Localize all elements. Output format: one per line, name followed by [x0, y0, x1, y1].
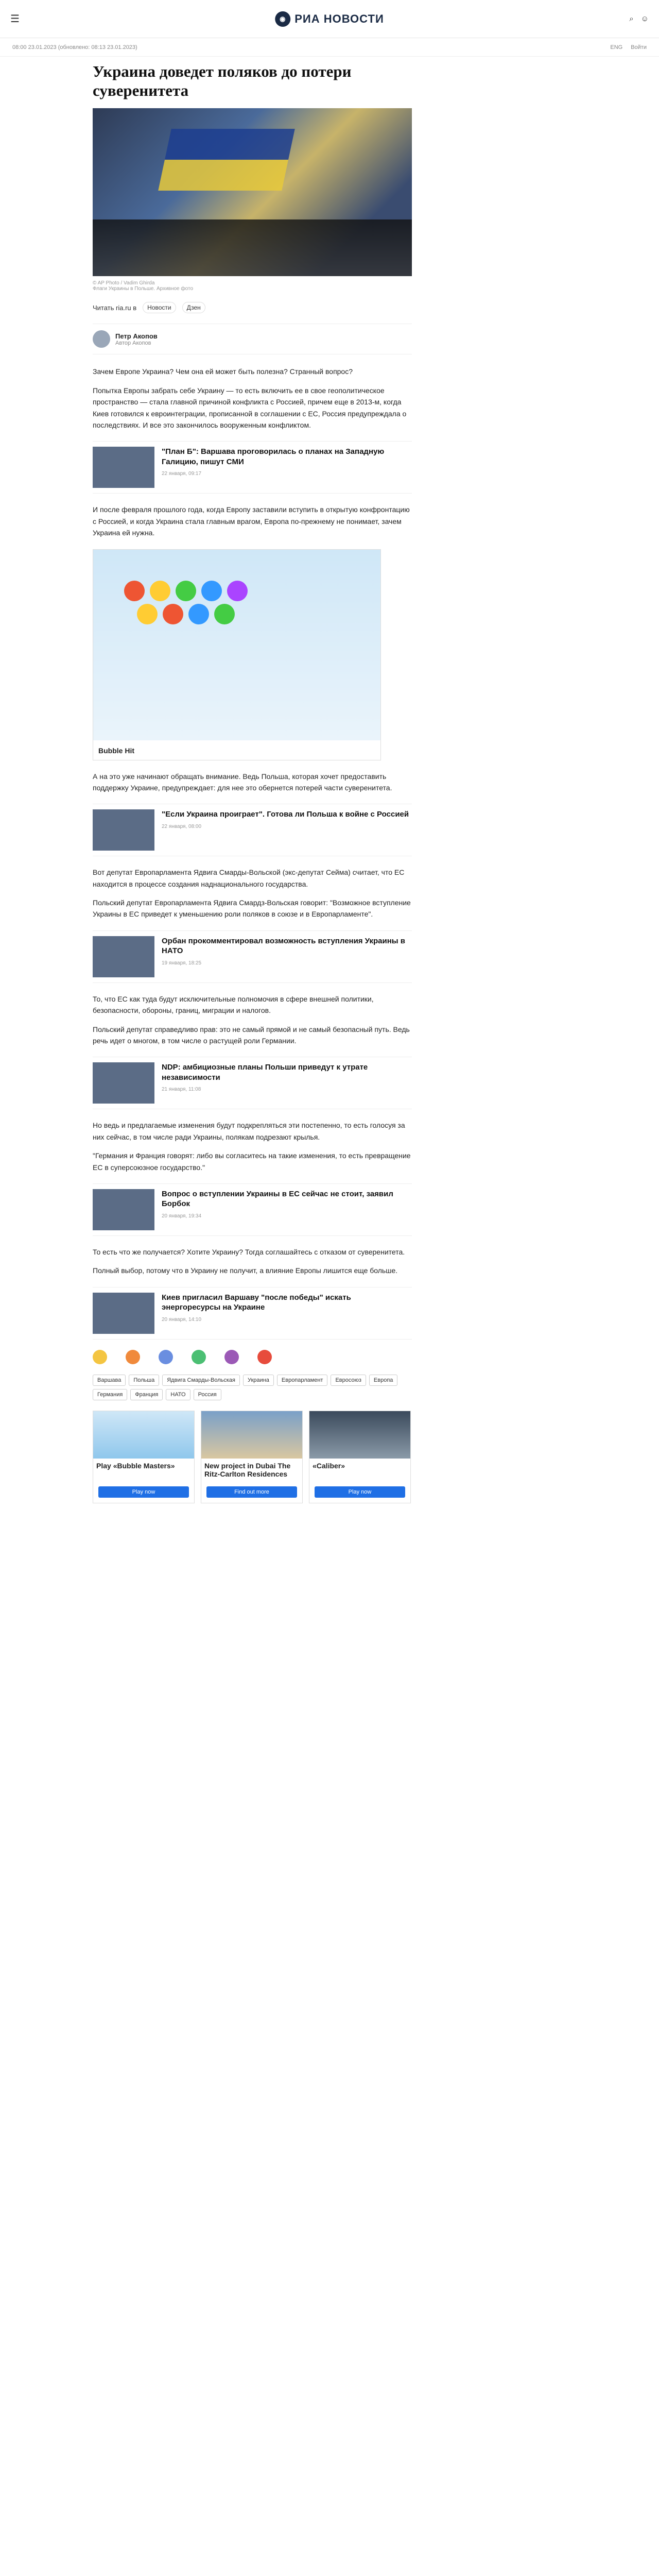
bubble-blue	[188, 604, 209, 624]
tag[interactable]: Россия	[194, 1389, 221, 1400]
ad-button[interactable]: Play now	[98, 1486, 189, 1498]
article-title: Украина доведет поляков до потери суверенитета	[93, 62, 352, 100]
related-card[interactable]	[93, 1183, 412, 1236]
related-title: "Если Украина проиграет". Готова ли Польша к войне с Россией	[162, 810, 409, 819]
author-role: Автор Акопов	[115, 340, 151, 346]
photo-caption	[93, 280, 412, 292]
tag[interactable]: Ядвига Смарды-Вольская	[162, 1375, 240, 1386]
related-title: Орбан прокомментировал возможность вступления Украины в НАТО	[162, 936, 405, 956]
tag[interactable]: Европарламент	[277, 1375, 328, 1386]
ad-row	[93, 1411, 412, 1503]
bubble-blue	[201, 581, 222, 601]
related-title: "План Б": Варшава проговорилась о планах на Западную Галицию, пишут СМИ	[162, 447, 385, 466]
tag[interactable]: Германия	[93, 1389, 127, 1400]
top-navigation	[0, 0, 659, 38]
photo-credit: © AP Photo / Vadim Ghirda	[93, 280, 155, 286]
related-title: NDP: амбициозные планы Польши приведут к утрате независимости	[162, 1063, 368, 1082]
lead-paragraph: Зачем Европе Украина? Чем она ей может быть полезна? Странный вопрос?	[93, 367, 353, 376]
related-date: 20 января, 14:10	[162, 1316, 202, 1323]
photo-note: Флаги Украины в Польше. Архивное фото	[93, 286, 193, 292]
bubble-green	[214, 604, 235, 624]
paragraph: И после февраля прошлого года, когда Европу заставили вступить в открытую конфронтацию с Россией, и когда Украина стала главным врагом, Европа по-прежнему не понимает, зачем Украина ей нужна.	[93, 505, 410, 537]
bubble-purple	[227, 581, 248, 601]
related-thumb	[93, 447, 154, 488]
meta-bar	[0, 38, 659, 57]
author-avatar	[93, 330, 110, 348]
reaction-laugh-icon[interactable]	[126, 1350, 140, 1364]
bubble-red	[124, 581, 145, 601]
search-icon[interactable]: ⌕	[629, 14, 634, 23]
ad-button[interactable]: Find out more	[206, 1486, 297, 1498]
related-thumb	[93, 1062, 154, 1104]
ad-cell[interactable]	[309, 1411, 411, 1503]
reaction-angry-icon[interactable]	[224, 1350, 239, 1364]
related-thumb	[93, 809, 154, 851]
tag-list	[93, 1375, 412, 1400]
ad-title: Play «Bubble Masters»	[96, 1461, 175, 1470]
hero-image[interactable]	[93, 108, 412, 276]
profile-icon[interactable]: ☺	[640, 14, 649, 23]
news-button[interactable]: Новости	[143, 302, 176, 313]
bubble-game-image	[93, 550, 380, 740]
related-date: 22 января, 08:00	[162, 823, 202, 829]
site-logo[interactable]	[275, 11, 384, 27]
author-block[interactable]	[93, 324, 412, 354]
related-date: 22 января, 09:17	[162, 471, 202, 477]
reaction-sad-icon[interactable]	[192, 1350, 206, 1364]
ad-button[interactable]: Play now	[315, 1486, 405, 1498]
author-name: Петр Акопов	[115, 332, 158, 340]
tag[interactable]: Польша	[129, 1375, 159, 1386]
ad-image	[93, 1411, 194, 1459]
bubble-yellow	[137, 604, 158, 624]
share-bar	[93, 302, 412, 313]
published-date: 08:00 23.01.2023	[12, 44, 57, 50]
login-link[interactable]: Войти	[631, 44, 647, 50]
related-card[interactable]	[93, 804, 412, 856]
paragraph: Польский депутат справедливо прав: это не самый прямой и не самый безопасный путь. Ведь речь идет о многом, в том числе о растущей роли Германии.	[93, 1025, 410, 1045]
flag-shape	[158, 129, 295, 191]
related-date: 19 января, 18:25	[162, 960, 202, 966]
related-card[interactable]	[93, 441, 412, 494]
ad-label: Bubble Hit	[98, 746, 134, 755]
article	[93, 62, 412, 1503]
updated-date: (обновлено: 08:13 23.01.2023)	[58, 44, 137, 50]
ad-title: «Caliber»	[313, 1461, 345, 1470]
paragraph: "Германия и Франция говорят: либо вы согласитесь на такие изменения, то есть превращение ЕС в суперсоюзное государство."	[93, 1151, 411, 1172]
paragraph: Попытка Европы забрать себе Украину — то есть включить ее в свое геополитическое пространство — стала главной причиной конфликта с Россией, причем еще в 2013-м, когда Киев готовился к евроинтеграции, прописанной в соглашении с ЕС, Россия предупреждала о последствиях. И все это закончилось вооруженным конфликтом.	[93, 386, 407, 429]
bubble-red	[163, 604, 183, 624]
related-title: Киев пригласил Варшаву "после победы" искать энергоресурсы на Украине	[162, 1293, 351, 1312]
ad-cell[interactable]	[93, 1411, 195, 1503]
related-thumb	[93, 936, 154, 977]
brand-name: РИА НОВОСТИ	[294, 12, 384, 25]
crowd-shape	[93, 219, 412, 276]
lang-link[interactable]: ENG	[610, 44, 623, 50]
tag[interactable]: Европа	[369, 1375, 398, 1386]
reaction-like-icon[interactable]	[93, 1350, 107, 1364]
tag[interactable]: Евросоюз	[331, 1375, 366, 1386]
reaction-surprise-icon[interactable]	[159, 1350, 173, 1364]
ad-title: New project in Dubai The Ritz-Carlton Residences	[204, 1461, 291, 1478]
bubble-yellow	[150, 581, 170, 601]
reaction-love-icon[interactable]	[257, 1350, 272, 1364]
ad-cell[interactable]	[201, 1411, 303, 1503]
paragraph: А на это уже начинают обращать внимание. Ведь Польша, которая хочет предоставить поддержку Украине, предупреждает: для нее это обернется потерей части суверенитета.	[93, 772, 392, 792]
related-date: 21 января, 11:08	[162, 1087, 201, 1093]
related-thumb	[93, 1189, 154, 1230]
bubble-green	[176, 581, 196, 601]
share-label: Читать ria.ru в	[93, 303, 137, 312]
logo-mark-icon: ◉	[275, 11, 290, 27]
menu-icon[interactable]: ☰	[10, 13, 20, 25]
tag[interactable]: Варшава	[93, 1375, 126, 1386]
related-date: 20 января, 19:34	[162, 1213, 202, 1219]
tag[interactable]: Украина	[243, 1375, 274, 1386]
tag[interactable]: Франция	[130, 1389, 163, 1400]
related-thumb	[93, 1293, 154, 1334]
paragraph: То, что ЕС как туда будут исключительные полномочия в сфере внешней политики, безопасности, обороны, границ, миграции и налогов.	[93, 994, 374, 1015]
dzen-button[interactable]: Дзен	[182, 302, 205, 313]
paragraph: Польский депутат Европарламента Ядвига Смардз-Вольская говорит: "Возможное вступление Украины в ЕС приведет к уменьшению роли поляков в союзе и в Европарламенте".	[93, 899, 411, 919]
paragraph: Вот депутат Европарламента Ядвига Смарды-Вольской (экс-депутат Сейма) считает, что ЕС находится в процессе создания наднационального государства.	[93, 868, 405, 888]
related-card[interactable]	[93, 930, 412, 983]
paragraph: Полный выбор, потому что в Украину не получит, а влияние Европы лишится еще больше.	[93, 1266, 398, 1275]
tag[interactable]: НАТО	[166, 1389, 190, 1400]
related-title: Вопрос о вступлении Украины в ЕС сейчас не стоит, заявил Борбок	[162, 1189, 393, 1209]
ad-block[interactable]	[93, 549, 381, 760]
paragraph: То есть что же получается? Хотите Украину? Тогда соглашайтесь с отказом от суверенитета.	[93, 1247, 405, 1256]
ad-image	[201, 1411, 302, 1459]
reactions-bar	[93, 1350, 412, 1364]
related-card[interactable]	[93, 1057, 412, 1109]
related-card[interactable]	[93, 1287, 412, 1340]
paragraph: Но ведь и предлагаемые изменения будут подкрепляться эти постепенно, то есть голосуя за них сейчас, в том числе ради Украины, полякам подрезают крылья.	[93, 1121, 405, 1141]
ad-image	[309, 1411, 410, 1459]
